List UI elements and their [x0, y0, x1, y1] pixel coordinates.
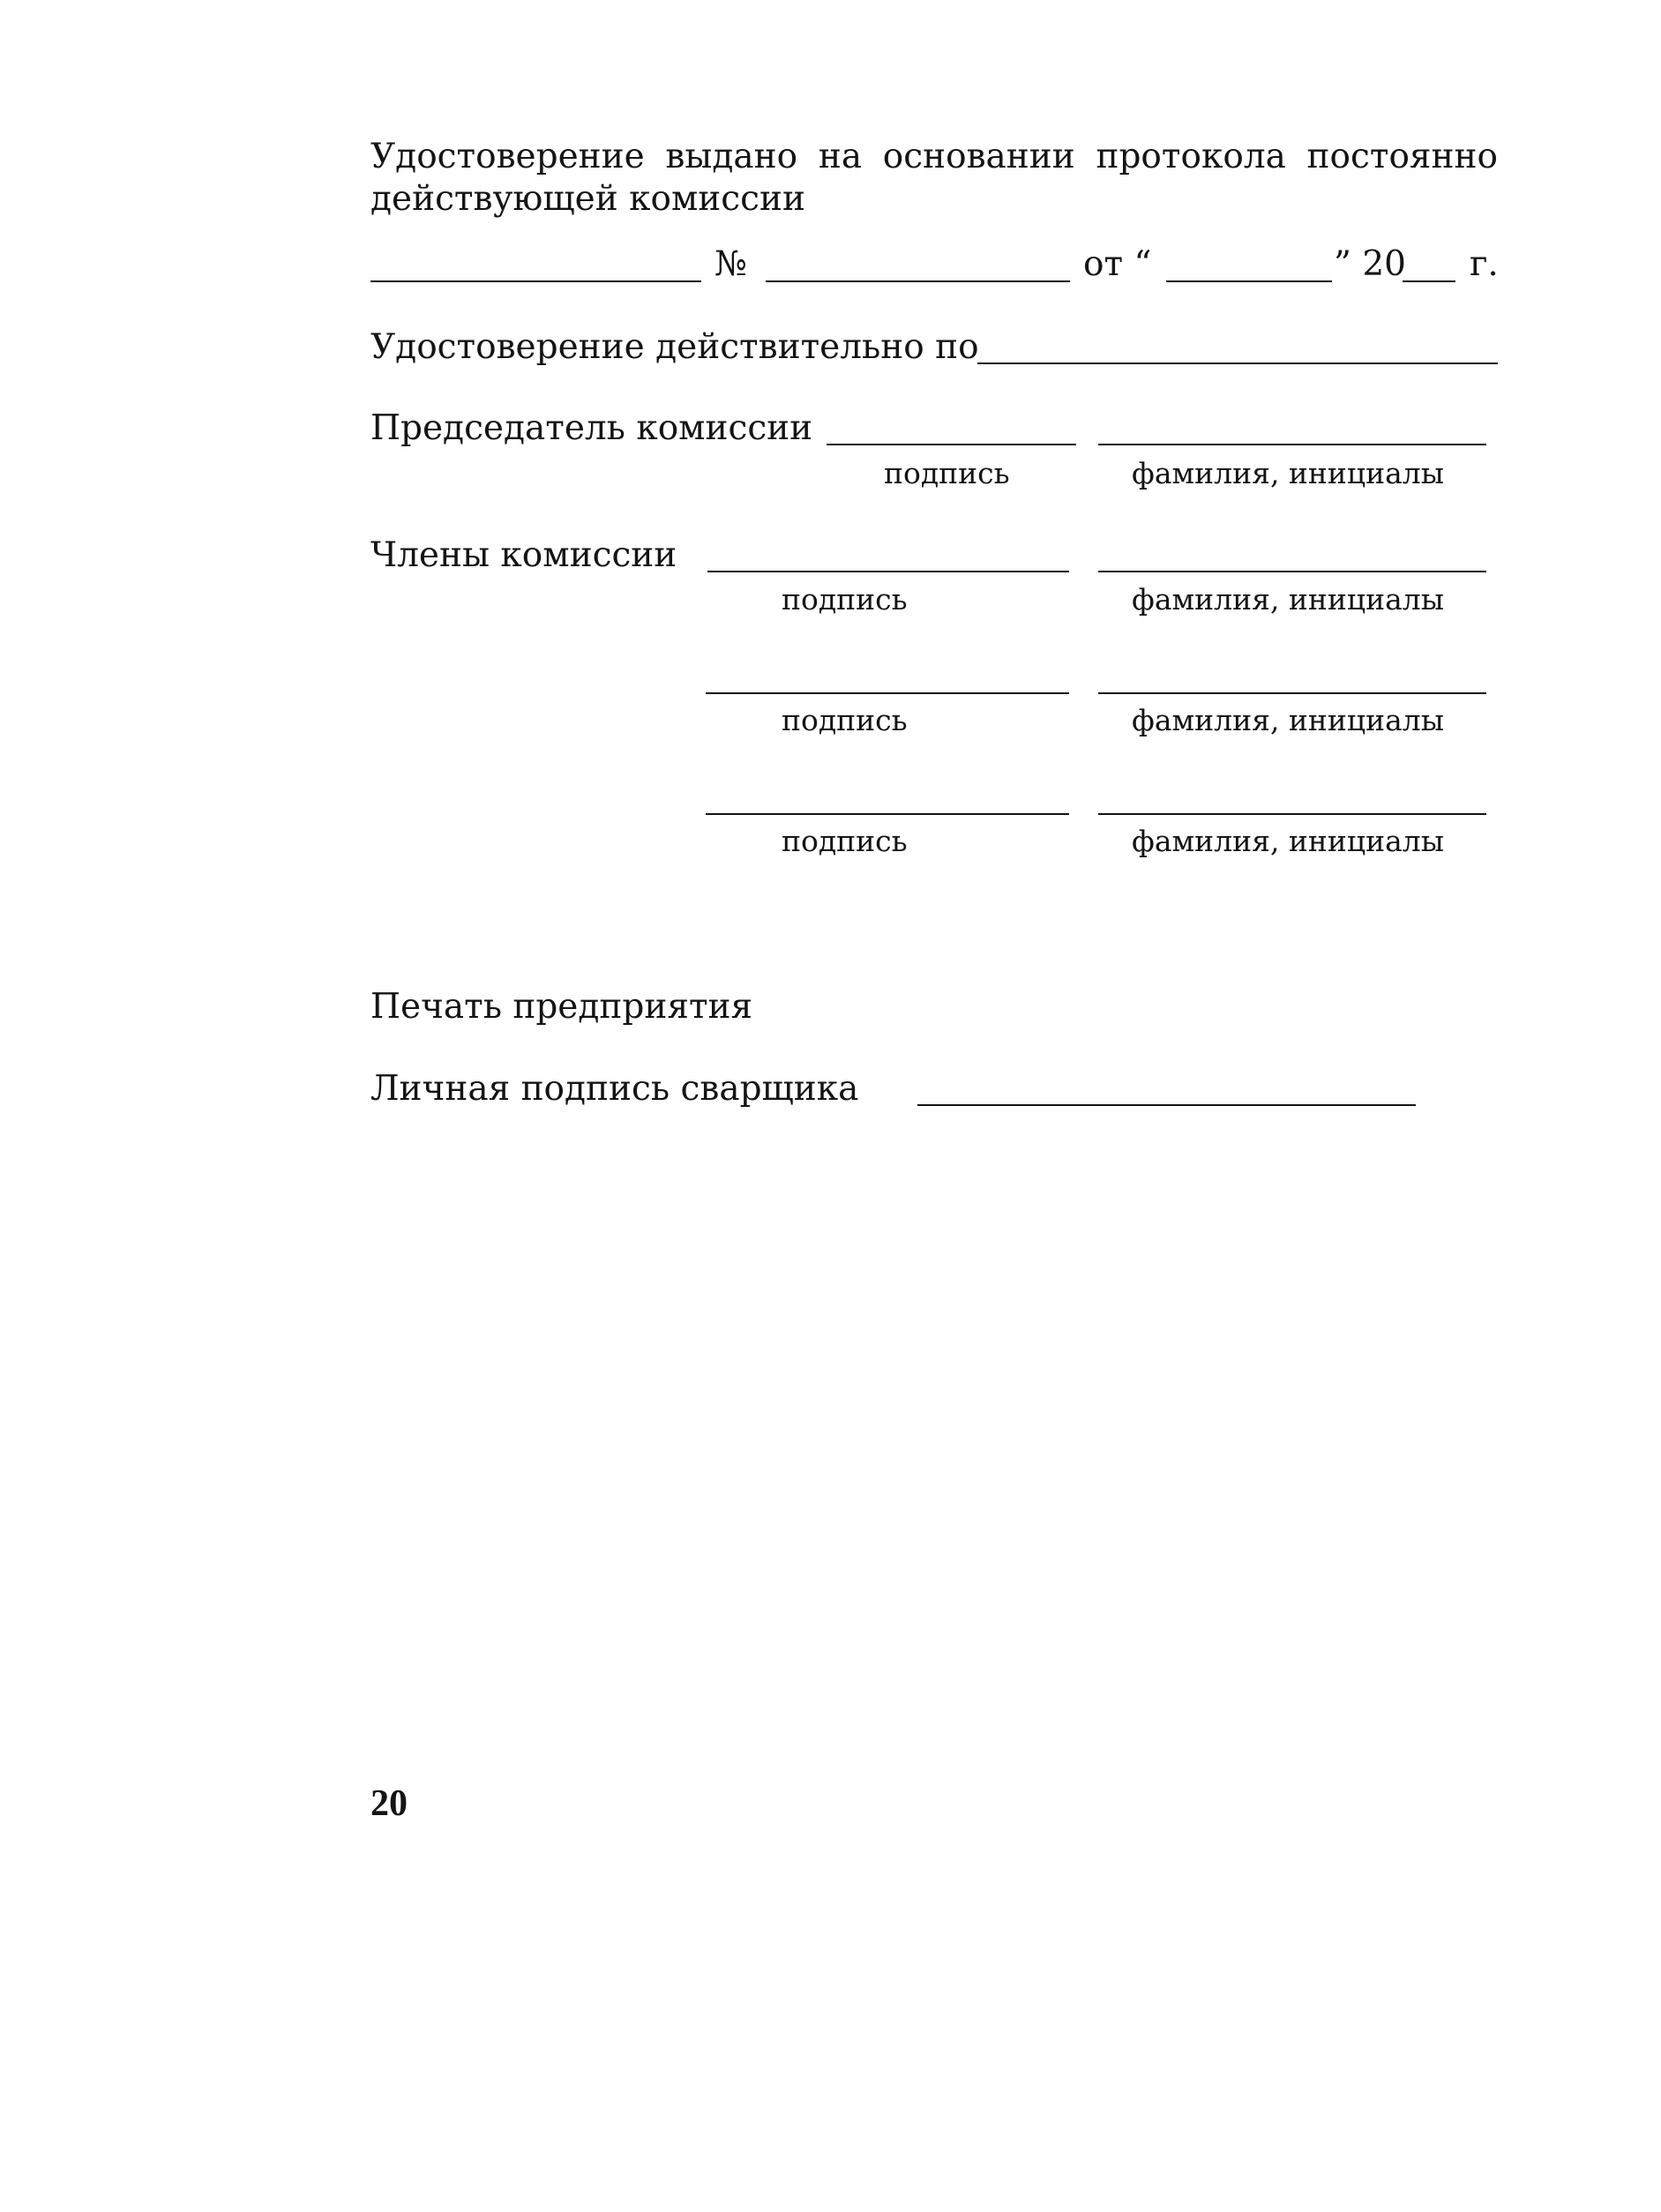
- member-1-name-field[interactable]: [1098, 571, 1486, 572]
- issued-text-line-2: действующей комиссии: [370, 179, 805, 219]
- member-2-signature-field[interactable]: [706, 692, 1069, 694]
- protocol-org-field[interactable]: [370, 280, 701, 282]
- protocol-date-field[interactable]: [1166, 280, 1332, 282]
- chairman-signature-caption: подпись: [884, 456, 1010, 490]
- stamp-label: Печать предприятия: [370, 987, 753, 1027]
- member-1-name-caption: фамилия, инициалы: [1132, 582, 1445, 617]
- chairman-name-caption: фамилия, инициалы: [1132, 456, 1445, 490]
- issued-text-line-1: Удостоверение выдано на основании протокола постоянно: [370, 137, 1498, 176]
- member-2-signature-caption: подпись: [782, 703, 908, 737]
- member-2-name-caption: фамилия, инициалы: [1132, 703, 1445, 737]
- protocol-year-field[interactable]: [1403, 280, 1455, 282]
- welder-signature-label: Личная подпись сварщика: [370, 1069, 859, 1109]
- members-label: Члены комиссии: [370, 535, 677, 575]
- valid-until-field[interactable]: [977, 362, 1498, 364]
- page-number: 20: [370, 1783, 408, 1824]
- protocol-number-field[interactable]: [766, 280, 1070, 282]
- number-sign: №: [715, 244, 747, 284]
- member-3-name-field[interactable]: [1098, 813, 1486, 815]
- member-3-signature-caption: подпись: [782, 824, 908, 858]
- member-1-signature-field[interactable]: [707, 571, 1069, 572]
- date-year-prefix: ” 20: [1334, 244, 1406, 284]
- chairman-name-field[interactable]: [1098, 444, 1486, 445]
- chairman-signature-field[interactable]: [827, 444, 1076, 445]
- date-from-label: от “: [1083, 244, 1152, 284]
- valid-until-label: Удостоверение действительно по: [370, 327, 979, 367]
- welder-signature-field[interactable]: [917, 1104, 1416, 1106]
- member-1-signature-caption: подпись: [782, 582, 908, 617]
- member-3-name-caption: фамилия, инициалы: [1132, 824, 1445, 858]
- chairman-label: Председатель комиссии: [370, 408, 813, 448]
- member-2-name-field[interactable]: [1098, 692, 1486, 694]
- year-suffix: г.: [1470, 244, 1499, 284]
- member-3-signature-field[interactable]: [706, 813, 1069, 815]
